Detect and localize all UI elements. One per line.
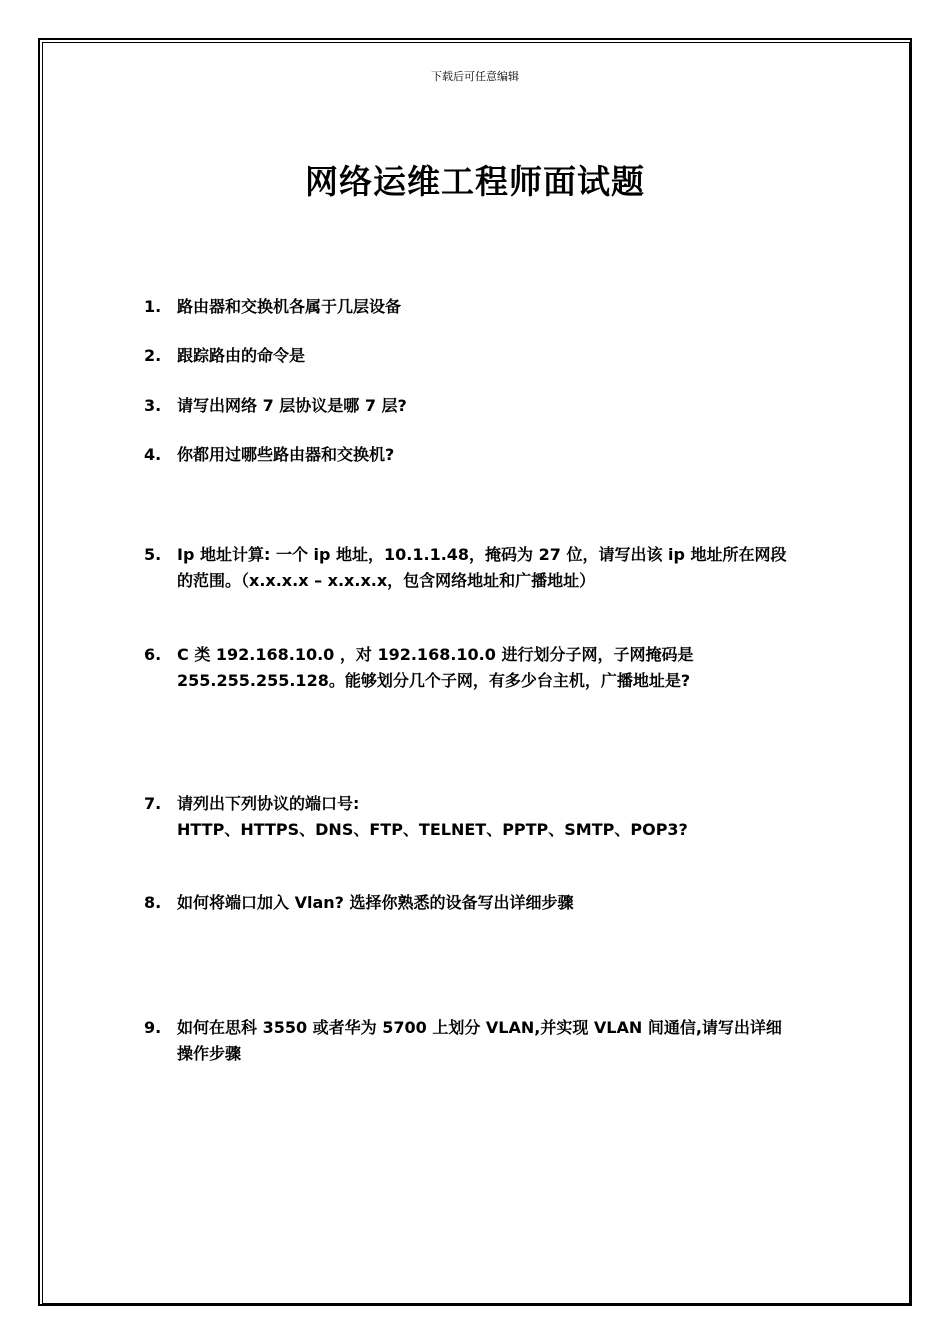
question-text xyxy=(177,294,824,320)
question-number: 8. xyxy=(144,893,162,912)
question-number: 7. xyxy=(144,794,162,813)
question-line: 如何将端口加入 Vlan? 选择你熟悉的设备写出详细步骤 xyxy=(177,893,574,912)
question-number: 4. xyxy=(144,445,162,464)
question-item xyxy=(144,393,824,419)
question-text xyxy=(177,442,824,468)
question-line: 操作步骤 xyxy=(177,1044,242,1063)
question-item xyxy=(144,294,824,320)
question-text xyxy=(177,542,824,594)
question-text xyxy=(177,890,824,916)
question-line: 请写出网络 7 层协议是哪 7 层? xyxy=(177,396,407,415)
question-text xyxy=(177,1015,824,1067)
question-text xyxy=(177,393,824,419)
page-title: 网络运维工程师面试题 xyxy=(305,162,645,201)
header-note: 下载后可任意编辑 xyxy=(431,70,519,83)
question-item xyxy=(144,890,824,916)
question-item xyxy=(144,642,824,694)
question-number: 6. xyxy=(144,645,162,664)
question-item xyxy=(144,343,824,369)
question-number: 5. xyxy=(144,545,162,564)
question-text xyxy=(177,791,824,843)
question-line: HTTP、HTTPS、DNS、FTP、TELNET、PPTP、SMTP、POP3? xyxy=(177,820,688,839)
question-text xyxy=(177,343,824,369)
question-item xyxy=(144,542,824,594)
question-number: 9. xyxy=(144,1018,162,1037)
question-number: 1. xyxy=(144,297,162,316)
question-line: 请列出下列协议的端口号: xyxy=(177,794,360,813)
question-line: Ip 地址计算: 一个 ip 地址，10.1.1.48，掩码为 27 位，请写出该 ip 地址所在网段 xyxy=(177,545,787,564)
question-line: 跟踪路由的命令是 xyxy=(177,346,306,365)
question-line: 如何在思科 3550 或者华为 5700 上划分 VLAN,并实现 VLAN 间通信,请写出详细 xyxy=(177,1018,782,1037)
question-line: C 类 192.168.10.0 ，对 192.168.10.0 进行划分子网，子网掩码是 xyxy=(177,645,694,664)
question-line: 路由器和交换机各属于几层设备 xyxy=(177,297,402,316)
question-text xyxy=(177,642,824,694)
question-item xyxy=(144,791,824,843)
question-line: 的范围。（x.x.x.x – x.x.x.x，包含网络地址和广播地址） xyxy=(177,571,596,590)
question-item xyxy=(144,442,824,468)
question-line: 255.255.255.128。能够划分几个子网，有多少台主机，广播地址是? xyxy=(177,671,691,690)
question-number: 3. xyxy=(144,396,162,415)
question-number: 2. xyxy=(144,346,162,365)
question-line: 你都用过哪些路由器和交换机? xyxy=(177,445,395,464)
question-item xyxy=(144,1015,824,1067)
